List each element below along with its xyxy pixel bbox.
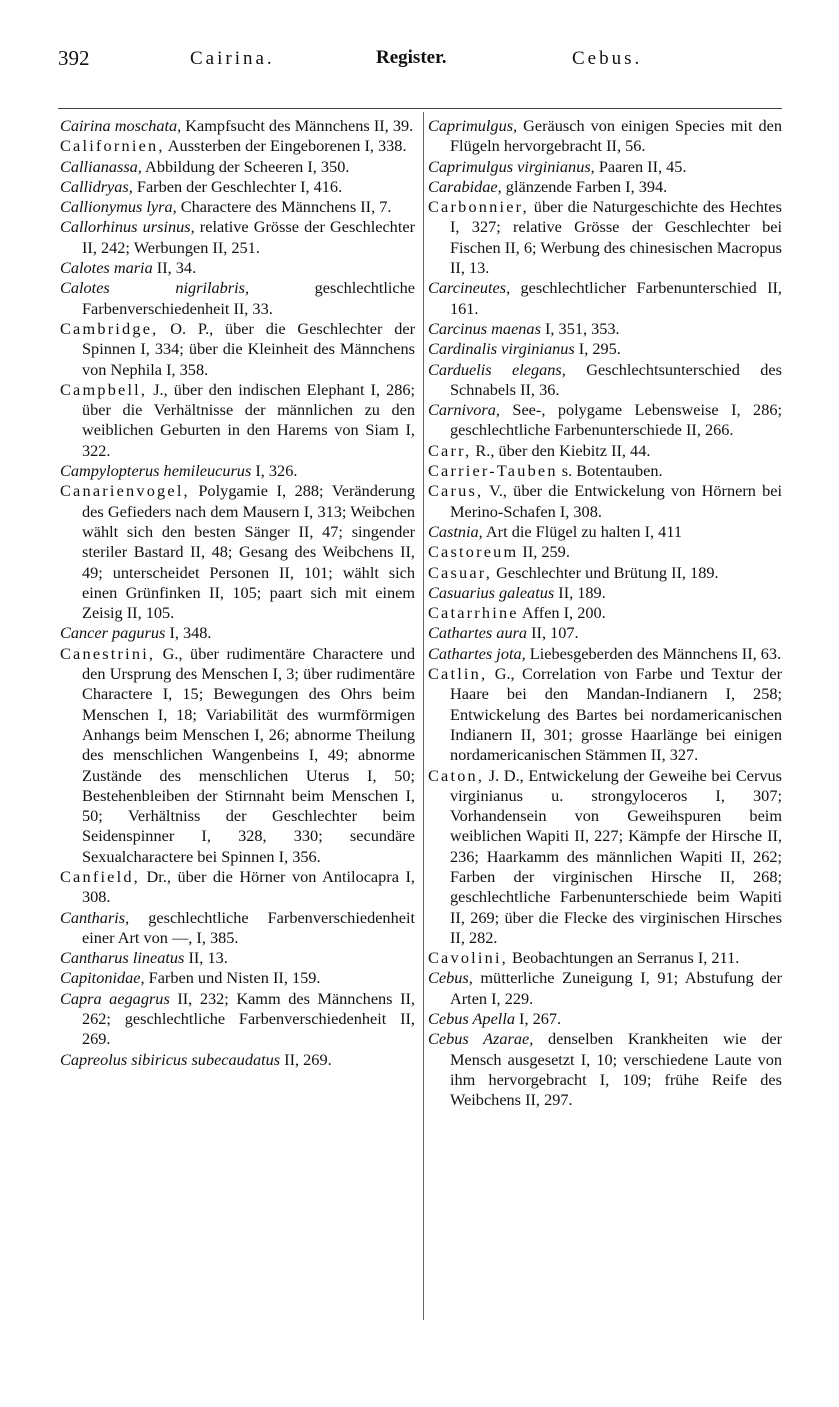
entry-heading: Castnia, bbox=[428, 521, 483, 541]
entry-heading: Casuar, bbox=[428, 562, 493, 582]
entry-text: Aussterben der Eingeborenen I, 338. bbox=[164, 136, 407, 156]
entry-text: I, 267. bbox=[514, 1009, 562, 1029]
right-column bbox=[428, 116, 782, 1111]
entry-heading: Carus, bbox=[428, 481, 484, 501]
entry-text: I, 295. bbox=[574, 339, 621, 359]
index-entry bbox=[428, 481, 782, 522]
entry-heading: Capra aegagrus bbox=[60, 988, 170, 1008]
index-entry bbox=[60, 948, 415, 968]
entry-text: II, 34. bbox=[152, 258, 197, 278]
entry-text: geschlechtlicher Farbenunterschied II, 161. bbox=[450, 278, 782, 318]
entry-heading: Campbell, bbox=[60, 379, 148, 399]
index-entry bbox=[60, 908, 415, 949]
entry-text: Abbildung der Scheeren I, 350. bbox=[141, 156, 350, 176]
index-entry bbox=[60, 867, 415, 908]
index-entry bbox=[428, 278, 782, 319]
entry-heading: Casuarius galeatus bbox=[428, 582, 555, 602]
entry-text: mütterliche Zuneigung I, 91; Abstufung der Arten I, 229. bbox=[450, 968, 782, 1008]
index-entry bbox=[60, 380, 415, 461]
entry-heading: Calotes nigrilabris, bbox=[60, 278, 250, 298]
page-number: 392 bbox=[58, 46, 90, 70]
index-entry bbox=[428, 339, 782, 359]
entry-text: geschlechtliche Farbenverschiedenheit einer Art von —, I, 385. bbox=[82, 907, 415, 947]
entry-text: II, 107. bbox=[527, 623, 579, 643]
index-entry bbox=[428, 664, 782, 765]
entry-heading: Cebus Apella bbox=[428, 1009, 515, 1029]
entry-heading: Cardinalis virginianus bbox=[428, 339, 575, 359]
entry-heading: Cantharus lineatus bbox=[60, 948, 185, 968]
index-entry bbox=[428, 644, 782, 664]
entry-text: Farben und Nisten II, 159. bbox=[144, 968, 321, 988]
entry-heading: Capitonidae, bbox=[60, 968, 145, 988]
entry-heading: Cebus, bbox=[428, 968, 473, 988]
page-header bbox=[58, 46, 778, 80]
index-entry bbox=[428, 197, 782, 278]
entry-heading: Campylopterus hemileucurus bbox=[60, 461, 252, 481]
entry-heading: Callionymus lyra, bbox=[60, 197, 177, 217]
entry-text: V., über die Entwickelung von Hörnern bei Merino-Schafen I, 308. bbox=[450, 481, 782, 521]
entry-text: Affen I, 200. bbox=[518, 603, 606, 623]
entry-text: O. P., über die Geschlechter der Spinnen I, 334; über die Kleinheit des Männchens von Nephila I, 358. bbox=[82, 318, 415, 379]
entry-heading: Cavolini, bbox=[428, 948, 508, 968]
index-entry bbox=[428, 522, 782, 542]
entry-heading: Carbonnier, bbox=[428, 197, 529, 217]
running-head-right: Cebus. bbox=[572, 48, 643, 69]
entry-heading: Carrier-Tauben bbox=[428, 461, 558, 481]
entry-text: I, 351, 353. bbox=[540, 318, 620, 338]
index-entry bbox=[60, 481, 415, 623]
entry-text: II, 232; Kamm des Männchens II, 262; geschlechtliche Farbenverschiedenheit II, 269. bbox=[82, 988, 415, 1049]
entry-text: glänzende Farben I, 394. bbox=[501, 176, 668, 196]
entry-heading: Cathartes jota, bbox=[428, 643, 526, 663]
entry-heading: Cairina moschata, bbox=[60, 116, 182, 135]
index-entry bbox=[428, 603, 782, 623]
entry-heading: Caprimulgus, bbox=[428, 116, 518, 135]
entry-heading: Capreolus sibiricus subecaudatus bbox=[60, 1049, 281, 1069]
index-entry bbox=[428, 400, 782, 441]
entry-text: denselben Krankheiten wie der Mensch ausgesetzt I, 10; verschiedene Laute von ihm hervorgebracht I, 109; frühe Reife des Weibchens II, 297. bbox=[450, 1029, 782, 1110]
index-entry bbox=[428, 116, 782, 157]
index-entry bbox=[60, 623, 415, 643]
index-entry bbox=[60, 319, 415, 380]
entry-text: J. D., Entwickelung der Geweihe bei Cervus virginianus u. strongyloceros I, 307; Vorhandensein von Geweihspuren beim weiblichen Wapiti II, 227; Kämpfe der Hirsche II, 236; Haarkamm des männlichen Wapiti II, 262; Farben der virginischen Hirsche II, 268; geschlechtliche Farbenunterschiede beim Wapiti II, 269; über die Flecke des virginischen Hirsches II, 282. bbox=[450, 765, 782, 947]
running-head-center: Register. bbox=[376, 47, 447, 68]
entry-text: Kampfsucht des Männchens II, 39. bbox=[181, 116, 414, 135]
entry-text: s. Botentauben. bbox=[557, 461, 663, 481]
index-entry bbox=[428, 1029, 782, 1110]
entry-text: über die Naturgeschichte des Hechtes I, 327; relative Grösse der Geschlechter bei Fischen II, 6; Werbung des chinesischen Macropus II, 13. bbox=[450, 197, 782, 278]
index-entry bbox=[428, 1009, 782, 1029]
entry-text: Polygamie I, 288; Veränderung des Gefieders nach dem Mausern I, 313; Weibchen wählt sich den besten Sänger II, 47; singender steriler Bastard II, 48; Gesang des Weibchens II, 49; unterscheidet Personen II, 101; wählt sich einen Grünfinken II, 105; paart sich mit einem Zeisig II, 105. bbox=[82, 481, 415, 623]
entry-text: Dr., über die Hörner von Antilocapra I, 308. bbox=[82, 866, 415, 907]
index-entry bbox=[60, 461, 415, 481]
entry-text: Liebesgeberden des Männchens II, 63. bbox=[525, 643, 782, 663]
index-entry bbox=[428, 319, 782, 339]
column-divider bbox=[423, 112, 424, 1320]
index-entry bbox=[60, 1050, 415, 1070]
index-entry bbox=[60, 989, 415, 1050]
entry-text: relative Grösse der Geschlechter II, 242; Werbungen II, 251. bbox=[82, 217, 415, 257]
index-entry bbox=[60, 968, 415, 988]
index-entry bbox=[60, 157, 415, 177]
entry-text: Geräusch von einigen Species mit den Flügeln hervorgebracht II, 56. bbox=[450, 116, 782, 156]
entry-text: G., über rudimentäre Charactere und den Ursprung des Menschen I, 3; über rudimentäre Charactere I, 15; Bewegungen des Ohrs beim Menschen I, 18; Variabilität des wurmförmigen Anhangs beim Menschen I, 26; abnorme Theilung des menschlichen Wangenbeins I, 49; abnorme Zustände des menschlichen Uterus I, 50; Bestehenbleiben der Stirnnaht beim Menschen I, 50; Verhältniss der Geschlechter beim Seidenspinner I, 328, 330; secundäre Sexualcharactere bei Spinnen I, 356. bbox=[82, 643, 415, 866]
entry-text: Farben der Geschlechter I, 416. bbox=[132, 176, 343, 196]
index-entry bbox=[60, 644, 415, 867]
entry-heading: Calotes maria bbox=[60, 258, 153, 278]
index-entry bbox=[60, 258, 415, 278]
entry-text: II, 259. bbox=[518, 542, 570, 562]
entry-heading: Carcineutes, bbox=[428, 278, 511, 298]
index-entry bbox=[428, 542, 782, 562]
entry-heading: Carduelis elegans, bbox=[428, 359, 566, 379]
entry-text: I, 326. bbox=[251, 461, 298, 481]
entry-text: G., Correlation von Farbe und Textur der Haare bei den Mandan-Indianern I, 258; Entwickelung des Bartes bei nordamericanischen Indianern II, 301; grosse Haarlänge bei einigen nordamericanischen Stämmen II, 327. bbox=[450, 664, 782, 765]
entry-heading: Callianassa, bbox=[60, 156, 142, 176]
entry-heading: Castoreum bbox=[428, 542, 519, 562]
entry-heading: Cebus Azarae, bbox=[428, 1029, 534, 1049]
entry-text: II, 269. bbox=[280, 1049, 332, 1069]
index-entry bbox=[428, 563, 782, 583]
running-head-left: Cairina. bbox=[190, 48, 275, 69]
entry-heading: Carabidae, bbox=[428, 176, 502, 196]
index-entry bbox=[60, 136, 415, 156]
header-rule bbox=[58, 108, 782, 109]
entry-heading: Caton, bbox=[428, 765, 485, 785]
entry-heading: Callidryas, bbox=[60, 176, 133, 196]
entry-text: geschlechtliche Farbenverschiedenheit II, 33. bbox=[82, 278, 416, 318]
entry-text: II, 189. bbox=[554, 582, 606, 602]
index-entry bbox=[60, 278, 415, 319]
entry-text: II, 13. bbox=[184, 948, 228, 968]
entry-text: See-, polygame Lebensweise I, 286; geschlechtliche Farbenunterschiede II, 266. bbox=[450, 400, 782, 440]
index-entry bbox=[428, 177, 782, 197]
entry-heading: Catarrhine bbox=[428, 603, 519, 623]
entry-text: Beobachtungen an Serranus I, 211. bbox=[507, 948, 740, 968]
index-entry bbox=[60, 177, 415, 197]
entry-text: Geschlechter und Brütung II, 189. bbox=[492, 562, 719, 582]
entry-text: Charactere des Männchens II, 7. bbox=[176, 197, 392, 217]
index-entry bbox=[428, 157, 782, 177]
entry-heading: Canfield, bbox=[60, 866, 140, 886]
entry-heading: Cancer pagurus bbox=[60, 623, 166, 643]
index-entry bbox=[60, 217, 415, 258]
index-entry bbox=[428, 623, 782, 643]
entry-heading: Cathartes aura bbox=[428, 623, 528, 643]
entry-text: Paaren II, 45. bbox=[594, 156, 687, 176]
index-entry bbox=[428, 968, 782, 1009]
entry-heading: Caprimulgus virginianus, bbox=[428, 156, 595, 176]
entry-heading: Cambridge, bbox=[60, 318, 159, 338]
entry-text: R., über den Kiebitz II, 44. bbox=[471, 440, 651, 460]
entry-heading: Cantharis, bbox=[60, 907, 130, 927]
entry-text: I, 348. bbox=[165, 623, 212, 643]
entry-text: Geschlechtsunterschied des Schnabels II, 36. bbox=[450, 359, 782, 399]
index-entry bbox=[428, 766, 782, 949]
entry-heading: Canarienvogel, bbox=[60, 481, 190, 501]
entry-heading: Callorhinus ursinus, bbox=[60, 217, 195, 237]
index-entry bbox=[428, 461, 782, 481]
entry-heading: Carnivora, bbox=[428, 400, 500, 420]
entry-heading: Carcinus maenas bbox=[428, 318, 541, 338]
index-entry bbox=[428, 360, 782, 401]
index-entry bbox=[60, 197, 415, 217]
index-entry bbox=[428, 583, 782, 603]
index-entry bbox=[428, 441, 782, 461]
left-column bbox=[60, 116, 415, 1070]
entry-heading: Carr, bbox=[428, 440, 472, 460]
index-entry bbox=[60, 116, 415, 136]
entry-text: Art die Flügel zu halten I, 411 bbox=[482, 521, 683, 541]
index-entry bbox=[428, 948, 782, 968]
entry-heading: Californien, bbox=[60, 136, 165, 156]
entry-text: J., über den indischen Elephant I, 286; über die Verhältnisse der männlichen zu den weiblichen Geburten in den Harems von Siam I, 322. bbox=[82, 379, 415, 460]
entry-heading: Canestrini, bbox=[60, 643, 156, 663]
entry-heading: Catlin, bbox=[428, 664, 488, 684]
